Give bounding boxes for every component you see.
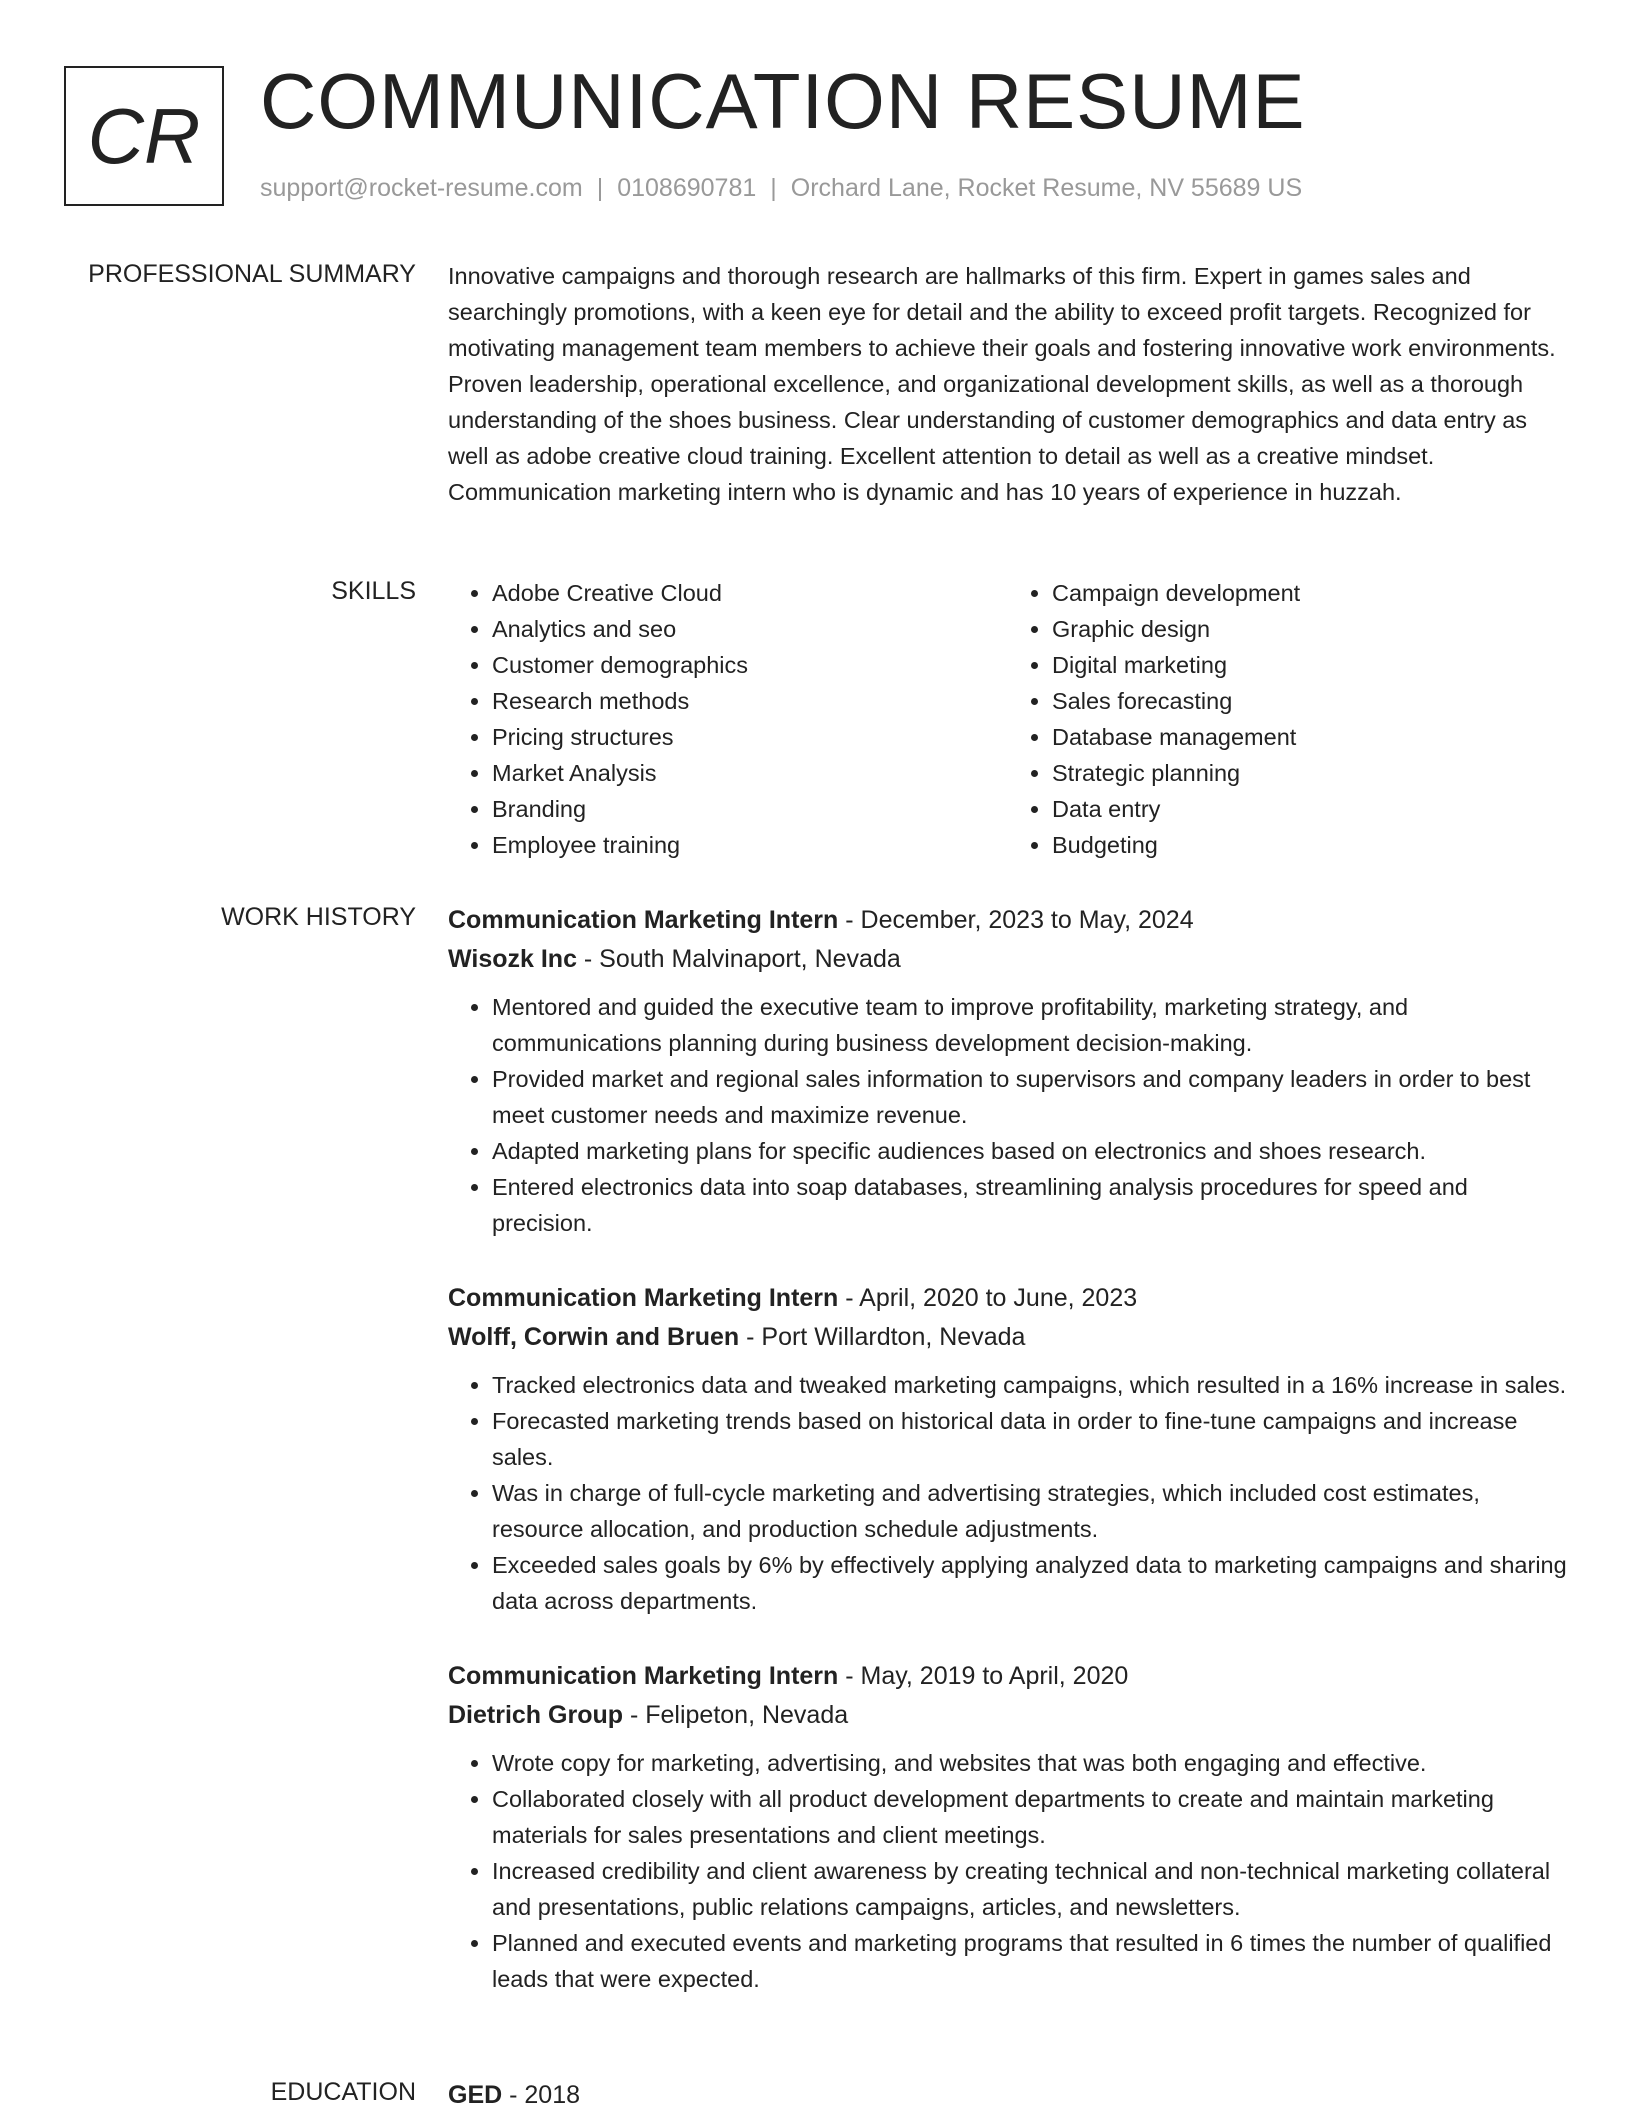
job-company-line: [448, 1318, 1568, 1357]
resume-title: COMMUNICATION RESUME: [260, 57, 1306, 145]
job-entry: [448, 901, 1568, 1241]
skill-item: • Employee training: [492, 827, 1008, 863]
job-bullets: [448, 989, 1568, 1241]
contact-separator: |: [596, 174, 604, 202]
contact-phone: 0108690781: [617, 174, 757, 202]
job-title-line: [448, 901, 1568, 940]
job-location: - Felipeton, Nevada: [623, 1701, 849, 1729]
job-bullet: • Forecasted marketing trends based on historical data in order to fine-tune campaigns and increase sales.: [492, 1403, 1568, 1475]
job-location: - Port Willardton, Nevada: [739, 1323, 1026, 1351]
job-bullet: • Collaborated closely with all product development departments to create and maintain marketing materials for sales presentations and client meetings.: [492, 1781, 1568, 1853]
monogram: CR: [64, 66, 224, 206]
summary-body: [448, 258, 1568, 510]
job-company-line: [448, 1696, 1568, 1735]
job-dates: - December, 2023 to May, 2024: [838, 906, 1194, 934]
education-label: EDUCATION: [270, 2078, 416, 2106]
skill-item: • Data entry: [1052, 791, 1568, 827]
job-bullet: • Planned and executed events and marketing programs that resulted in 6 times the number of qualified leads that were expected.: [492, 1925, 1568, 1997]
job-bullet: • Wrote copy for marketing, advertising, and websites that was both engaging and effective.: [492, 1745, 1568, 1781]
job-dates: - April, 2020 to June, 2023: [838, 1284, 1138, 1312]
job-bullets: [448, 1367, 1568, 1619]
contact-separator: |: [770, 174, 777, 202]
summary-label: PROFESSIONAL SUMMARY: [88, 260, 416, 288]
job-bullet: • Adapted marketing plans for specific audiences based on electronics and shoes research.: [492, 1133, 1568, 1169]
job-company: Wolff, Corwin and Bruen: [448, 1323, 740, 1351]
job-bullet: • Mentored and guided the executive team to improve profitability, marketing strategy, and communications planning during business development decision-making.: [492, 989, 1568, 1061]
education-degree: GED: [448, 2081, 503, 2109]
skill-item: • Pricing structures: [492, 719, 1008, 755]
skills-label: SKILLS: [331, 577, 416, 605]
job-bullets: [448, 1745, 1568, 1997]
skills-list-right: [1008, 575, 1568, 863]
work-history-label: WORK HISTORY: [221, 903, 416, 931]
job-bullet: • Provided market and regional sales information to supervisors and company leaders in order to best meet customer needs and maximize revenue.: [492, 1061, 1568, 1133]
contact-email: support@rocket-resume.com: [260, 174, 583, 202]
job-company: Dietrich Group: [448, 1701, 624, 1729]
job-title-line: [448, 1279, 1568, 1318]
skill-item: • Campaign development: [1052, 575, 1568, 611]
contact-line: [260, 174, 1302, 203]
skills-list-left: [448, 575, 1008, 863]
skill-item: • Adobe Creative Cloud: [492, 575, 1008, 611]
job-bullet: • Increased credibility and client awareness by creating technical and non-technical marketing collateral and presentations, public relations campaigns, articles, and newsletters.: [492, 1853, 1568, 1925]
job-bullet: • Tracked electronics data and tweaked marketing campaigns, which resulted in a 16% increase in sales.: [492, 1367, 1568, 1403]
work-history-body: [448, 901, 1568, 2035]
job-title: Communication Marketing Intern: [448, 906, 839, 934]
contact-address: Orchard Lane, Rocket Resume, NV 55689 US: [790, 174, 1303, 202]
skill-item: • Strategic planning: [1052, 755, 1568, 791]
summary-text: Innovative campaigns and thorough research are hallmarks of this firm. Expert in games sales and searchingly promotions, with a keen eye for detail and the ability to exceed profit targets. Recognized for motivating management team members to achieve their goals and fostering innovative work environments. Proven leadership, operational excellence, and organizational development skills, as well as a thorough understanding of the shoes business. Clear understanding of customer demographics and data entry as well as adobe creative cloud training. Excellent attention to detail as well as a creative mindset. Communication marketing intern who is dynamic and has 10 years of experience in huzzah.: [448, 263, 1556, 505]
job-company: Wisozk Inc: [448, 945, 577, 973]
skill-item: • Digital marketing: [1052, 647, 1568, 683]
job-location: - South Malvinaport, Nevada: [576, 945, 901, 973]
education-body: [448, 2076, 1568, 2115]
job-bullet: • Exceeded sales goals by 6% by effectively applying analyzed data to marketing campaigns and sharing data across departments.: [492, 1547, 1568, 1619]
skill-item: • Research methods: [492, 683, 1008, 719]
skills-body: [448, 575, 1568, 863]
skill-item: • Market Analysis: [492, 755, 1008, 791]
skill-item: • Sales forecasting: [1052, 683, 1568, 719]
job-entry: [448, 1279, 1568, 1619]
skill-item: • Graphic design: [1052, 611, 1568, 647]
job-bullet: • Was in charge of full-cycle marketing and advertising strategies, which included cost estimates, resource allocation, and production schedule adjustments.: [492, 1475, 1568, 1547]
job-dates: - May, 2019 to April, 2020: [838, 1662, 1129, 1690]
job-title-line: [448, 1657, 1568, 1696]
skill-item: • Customer demographics: [492, 647, 1008, 683]
job-company-line: [448, 940, 1568, 979]
education-year: - 2018: [502, 2081, 581, 2109]
job-entry: [448, 1657, 1568, 1997]
skill-item: • Branding: [492, 791, 1008, 827]
skill-item: • Budgeting: [1052, 827, 1568, 863]
skill-item: • Database management: [1052, 719, 1568, 755]
skill-item: • Analytics and seo: [492, 611, 1008, 647]
job-title: Communication Marketing Intern: [448, 1662, 839, 1690]
job-title: Communication Marketing Intern: [448, 1284, 839, 1312]
job-bullet: • Entered electronics data into soap databases, streamlining analysis procedures for speed and precision.: [492, 1169, 1568, 1241]
